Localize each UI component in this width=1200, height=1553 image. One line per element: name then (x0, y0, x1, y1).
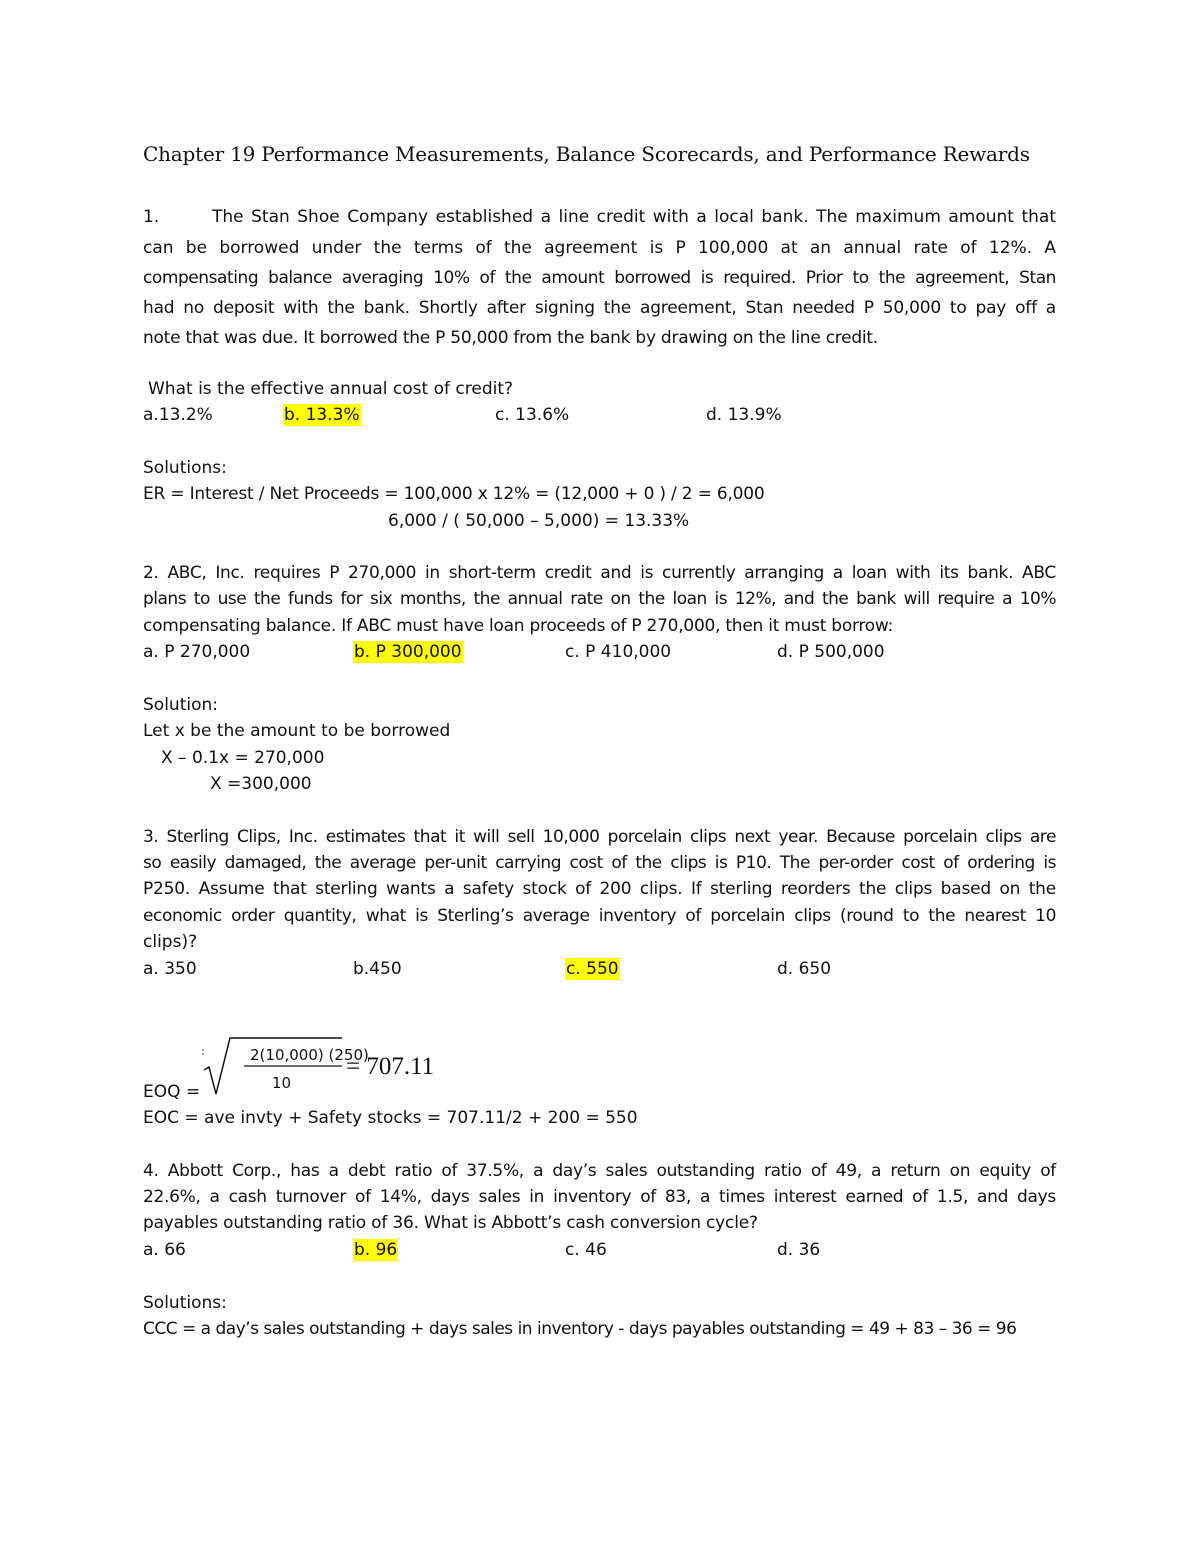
q4-option-a: a. 66 (143, 1240, 186, 1260)
q1-text-line-4: had no deposit with the bank. Shortly after signing the agreement, Stan needed P 50,000 to pay off a (143, 298, 1056, 318)
q1-number: 1. (143, 207, 160, 227)
q2-solution-line-3: X =300,000 (210, 774, 312, 794)
q4-text-line-1: 4. Abbott Corp., has a debt ratio of 37.5%, a day’s sales outstanding ratio of 49, a return on equity of (143, 1161, 1056, 1181)
q2-text-line-2: plans to use the funds for six months, the annual rate on the loan is 12%, and the bank will require a 10% (143, 589, 1056, 609)
q1-question: What is the effective annual cost of credit? (148, 379, 514, 399)
q3-text-line-1: 3. Sterling Clips, Inc. estimates that it will sell 10,000 porcelain clips next year. Because porcelain clips are (143, 827, 1056, 847)
q1-option-d: d. 13.9% (706, 405, 782, 425)
q2-option-d: d. P 500,000 (777, 642, 885, 662)
eoc-line: EOC = ave invty + Safety stocks = 707.11/2 + 200 = 550 (143, 1108, 638, 1128)
q3-option-c-answer: c. 550 (566, 959, 619, 979)
q3-option-a: a. 350 (143, 959, 197, 979)
eoq-numerator: 2(10,000) (250) (250, 1046, 369, 1064)
q1-solution-line-1: ER = Interest / Net Proceeds = 100,000 x 12% = (12,000 + 0 ) / 2 = 6,000 (143, 484, 765, 504)
q4-option-d: d. 36 (777, 1240, 821, 1260)
q2-option-b-answer: b. P 300,000 (354, 642, 462, 662)
eoq-denominator: 10 (272, 1074, 292, 1092)
q3-text-line-3: P250. Assume that sterling wants a safety stock of 200 clips. If sterling reorders the clips based on the (143, 879, 1056, 899)
q1-text-line-2: can be borrowed under the terms of the agreement is P 100,000 at an annual rate of 12%. A (143, 238, 1056, 258)
q1-option-b-answer: b. 13.3% (284, 405, 360, 425)
q2-solution-line-1: Let x be the amount to be borrowed (143, 721, 451, 741)
eoq-label: EOQ = (143, 1082, 201, 1102)
q2-text-line-1: 2. ABC, Inc. requires P 270,000 in short-term credit and is currently arranging a loan with its bank. ABC (143, 563, 1056, 583)
q3-text-line-5: clips)? (143, 932, 198, 952)
q4-solution-label: Solutions: (143, 1293, 227, 1313)
q3-option-b: b.450 (353, 959, 402, 979)
q2-solution-line-2: X – 0.1x = 270,000 (161, 748, 325, 768)
q4-option-c: c. 46 (565, 1240, 607, 1260)
q4-option-b-answer: b. 96 (354, 1240, 398, 1260)
q4-solution-line-1: CCC = a day’s sales outstanding + days sales in inventory - days payables outstanding = 49 + 83 – 36 = 96 (143, 1319, 1017, 1339)
q3-text-line-4: economic order quantity, what is Sterling’s average inventory of porcelain clips (round to the nearest 10 (143, 906, 1056, 926)
q1-solution-label: Solutions: (143, 458, 227, 478)
q3-option-d: d. 650 (777, 959, 832, 979)
q1-solution-line-2: 6,000 / ( 50,000 – 5,000) = 13.33% (388, 511, 690, 531)
q4-text-line-2: 22.6%, a cash turnover of 14%, days sales in inventory of 83, a times interest earned of 1.5, and days (143, 1187, 1056, 1207)
q4-text-line-3: payables outstanding ratio of 36. What is Abbott’s cash conversion cycle? (143, 1213, 758, 1233)
q2-text-line-3: compensating balance. If ABC must have loan proceeds of P 270,000, then it must borrow: (143, 616, 894, 636)
q1-text-line-1: The Stan Shoe Company established a line credit with a local bank. The maximum amount that (212, 207, 1056, 227)
page-title: Chapter 19 Performance Measurements, Balance Scorecards, and Performance Rewards (143, 142, 1030, 166)
q1-option-a: a.13.2% (143, 405, 213, 425)
eoq-result: = 707.11 (346, 1053, 435, 1080)
q2-solution-label: Solution: (143, 695, 218, 715)
q1-option-c: c. 13.6% (495, 405, 570, 425)
q1-text-line-5: note that was due. It borrowed the P 50,000 from the bank by drawing on the line credit. (143, 328, 878, 348)
q1-text-line-3: compensating balance averaging 10% of the amount borrowed is required. Prior to the agreement, Stan (143, 268, 1056, 288)
q2-option-a: a. P 270,000 (143, 642, 251, 662)
q2-option-c: c. P 410,000 (565, 642, 672, 662)
q3-text-line-2: so easily damaged, the average per-unit carrying cost of the clips is P10. The per-order cost of ordering is (143, 853, 1056, 873)
